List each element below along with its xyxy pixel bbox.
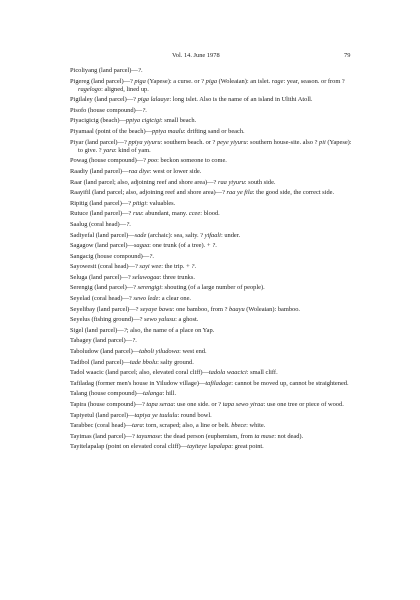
entry-gloss: pitigi bbox=[132, 199, 147, 207]
entry-text: Sigel (land parcel)— bbox=[70, 326, 124, 334]
place-name-entry bbox=[70, 306, 356, 314]
entry-text: : long islet. Also is the name of an island in Ulithi Atoll. bbox=[169, 96, 313, 104]
entry-text: Serengig (land parcel)—? bbox=[70, 284, 138, 292]
entry-text: Pisofo (house compound)— bbox=[70, 106, 143, 114]
entry-text: : hill. bbox=[162, 390, 177, 398]
entry-text: : the dead person (euphemism, from bbox=[160, 432, 255, 440]
entry-gloss: ? bbox=[149, 252, 153, 260]
entry-gloss: tadola waacici bbox=[208, 369, 247, 377]
place-name-entry bbox=[70, 168, 356, 176]
entry-text: . bbox=[145, 106, 147, 114]
place-name-entry bbox=[70, 422, 356, 430]
entry-gloss: ppiya maalu bbox=[152, 128, 184, 136]
place-name-entry bbox=[70, 253, 356, 261]
entry-text: Tapira (house compound)—? bbox=[70, 401, 147, 408]
entry-text: Seyelus (fishing ground)—? bbox=[70, 316, 145, 324]
entry-gloss: ppiya cigicigi bbox=[125, 117, 161, 125]
entry-gloss: taboli yiludowa bbox=[139, 348, 180, 356]
place-name-entry bbox=[70, 443, 356, 451]
entry-text: Talang (house compound)— bbox=[70, 390, 144, 398]
entry-text: Tadol waacic (land parcel; also, elevated coral cliff)— bbox=[70, 369, 209, 377]
entry-text: . bbox=[194, 263, 197, 271]
running-head: Vol. 14. June 1978 bbox=[172, 52, 220, 59]
entry-gloss: ? bbox=[137, 67, 141, 74]
entry-text: Seyelibay (land parcel)—? bbox=[70, 305, 141, 313]
entry-text: : the trip. + bbox=[161, 263, 192, 271]
entry-text: : a clear one. bbox=[158, 295, 192, 303]
place-name-entry bbox=[70, 232, 356, 240]
place-name-entry bbox=[70, 380, 356, 388]
entry-text: : small cliff. bbox=[246, 369, 278, 377]
entry-gloss: piga lalaaye bbox=[137, 96, 170, 104]
entry-text: (Yapese): a curse. or ? bbox=[145, 77, 206, 85]
entry-gloss: ? bbox=[191, 263, 195, 271]
entry-text: : drifting sand or beach. bbox=[183, 128, 245, 136]
entry-text: : salty ground. bbox=[157, 358, 194, 366]
entry-gloss: yifaali bbox=[204, 231, 221, 239]
place-name-entry bbox=[70, 316, 356, 324]
entry-text: ; also, the name of a place on Yap. bbox=[126, 326, 215, 334]
entry-gloss: raa yiyuru bbox=[217, 178, 245, 186]
entry-text: : small beach. bbox=[160, 117, 197, 125]
entry-text: : the good side, the correct side. bbox=[252, 189, 335, 197]
place-name-entry bbox=[70, 107, 356, 115]
place-name-entry bbox=[70, 337, 356, 345]
entry-text: . bbox=[215, 242, 217, 250]
entry-text: Pigilaley (land parcel)—? bbox=[70, 96, 138, 104]
entry-text: Ripitig (land parcel)—? bbox=[70, 199, 133, 207]
entry-gloss: rage bbox=[271, 77, 284, 85]
entry-text: Sagagow (land parcel)— bbox=[70, 242, 134, 250]
entry-text: Powag (house compound)—? bbox=[70, 157, 148, 165]
entry-gloss: sagaa bbox=[133, 242, 150, 250]
entry-gloss: pii bbox=[319, 138, 326, 146]
entry-gloss: ? bbox=[212, 242, 216, 250]
place-name-entry bbox=[70, 348, 356, 356]
place-name-entry bbox=[70, 157, 356, 165]
entry-gloss: sayi wee bbox=[139, 263, 162, 271]
entry-gloss: tayumase bbox=[136, 432, 161, 440]
entry-gloss: tayiteye lapalapa bbox=[187, 443, 232, 451]
entry-gloss: baayu bbox=[229, 305, 245, 313]
entry-text: : blood. bbox=[200, 210, 220, 218]
entry-text: (Woleaian): an islet. bbox=[217, 77, 272, 85]
entry-gloss: sewo yalusu bbox=[144, 316, 176, 324]
entry-text: Picoliyang (land parcel)— bbox=[70, 67, 138, 74]
entry-text: : round bowl. bbox=[177, 411, 212, 419]
entry-text: : torn, scraped; also, a line or belt. bbox=[142, 422, 232, 430]
entry-gloss: ccee bbox=[188, 210, 201, 218]
entry-text: : a ghost. bbox=[175, 316, 199, 324]
entry-text: : southern house-site. also ? bbox=[246, 138, 320, 146]
entry-text: Raadiy (land parcel)— bbox=[70, 167, 129, 175]
entry-gloss: ppiya yiyuru bbox=[128, 138, 161, 146]
entry-gloss: sade bbox=[134, 231, 147, 239]
entry-text: Tadibol (land parcel)— bbox=[70, 358, 130, 366]
entry-text: : west end. bbox=[179, 348, 207, 356]
place-name-entry bbox=[70, 412, 356, 420]
entry-text: : southern beach. or ? bbox=[160, 138, 217, 146]
entry-text: Seluga (land parcel)—? bbox=[70, 273, 133, 281]
entry-gloss: tapa sewo yiraa bbox=[222, 401, 264, 408]
place-name-entry bbox=[70, 210, 356, 218]
entry-text: Raayifil (land parcel; also, adjoining reef and shore area)—? bbox=[70, 189, 227, 197]
entry-text: Rutuce (land parcel)—? bbox=[70, 210, 133, 218]
entry-gloss: ta mase bbox=[254, 432, 275, 440]
entry-text: Piyamaal (point of the beach)— bbox=[70, 128, 152, 136]
place-name-entry bbox=[70, 263, 356, 271]
entry-text: : year, season. or from ? bbox=[283, 77, 345, 85]
entry-gloss: tapiya ye tuululu bbox=[134, 411, 178, 419]
entry-gloss: ragelogo bbox=[78, 85, 102, 93]
entry-text: Sayowesit (coral head)—? bbox=[70, 263, 140, 271]
entry-text: : not dead). bbox=[274, 432, 304, 440]
entry-text: : shouting (of a large number of people). bbox=[161, 284, 265, 292]
entry-gloss: ? bbox=[142, 106, 146, 114]
page-number: 79 bbox=[344, 52, 351, 59]
entry-gloss: piga bbox=[134, 77, 146, 85]
place-name-entry bbox=[70, 284, 356, 292]
entry-text: Taboludow (land parcel)— bbox=[70, 348, 140, 356]
entry-gloss: tara bbox=[132, 422, 143, 430]
entry-text: (Yapese): to give. ? bbox=[78, 138, 352, 154]
place-name-entry bbox=[70, 221, 356, 229]
entry-gloss: seyaye bawu bbox=[140, 305, 173, 313]
entry-gloss: tade bbolu bbox=[129, 358, 158, 366]
place-name-entry bbox=[70, 359, 356, 367]
place-name-entry bbox=[70, 295, 356, 303]
place-name-entry bbox=[70, 369, 356, 377]
entry-text: Raar (land parcel; also, adjoining reef and shore area)—? bbox=[70, 178, 218, 186]
entry-text: : white. bbox=[246, 422, 266, 430]
entry-gloss: sewo lede bbox=[133, 295, 159, 303]
gazetteer-entries bbox=[70, 67, 356, 454]
entry-gloss: yara bbox=[103, 146, 115, 154]
place-name-entry bbox=[70, 401, 356, 409]
entry-text: : three trunks. bbox=[159, 273, 195, 281]
entry-gloss: ? bbox=[132, 337, 136, 345]
entry-text: Tafiladag (former men's house in Yiludow village)— bbox=[70, 379, 206, 387]
entry-gloss: tafiladage bbox=[205, 379, 232, 387]
entry-gloss: ruu bbox=[133, 210, 142, 218]
entry-text: . bbox=[129, 220, 131, 228]
entry-text: Sadiyefal (land parcel)— bbox=[70, 231, 135, 239]
entry-text: Tayimas (land parcel)—? bbox=[70, 432, 137, 440]
entry-text: : aligned, lined up. bbox=[101, 85, 149, 93]
entry-gloss: ? bbox=[123, 326, 127, 334]
entry-text: Tapiyetul (land parcel)— bbox=[70, 411, 135, 419]
place-name-entry bbox=[70, 139, 356, 155]
entry-text: Seyelad (coral head)—? bbox=[70, 295, 134, 303]
entry-text: : west or lower side. bbox=[149, 167, 202, 175]
place-name-entry bbox=[70, 96, 356, 104]
entry-text: Piyar (land parcel)—? bbox=[70, 138, 129, 146]
entry-text: : valuables. bbox=[146, 199, 176, 207]
entry-gloss: poo bbox=[147, 157, 158, 165]
entry-text: : beckon someone to come. bbox=[157, 157, 227, 165]
entry-text: : one trunk (of a tree). + bbox=[149, 242, 213, 250]
entry-text: : cannot be moved up, cannot be straightened. bbox=[231, 379, 349, 387]
entry-gloss: ? bbox=[126, 220, 130, 228]
entry-gloss: bbece bbox=[231, 422, 247, 430]
place-name-entry bbox=[70, 274, 356, 282]
entry-text: Sangacig (house compound)— bbox=[70, 252, 150, 260]
entry-text: Tayitelapalap (point on elevated coral cliff)— bbox=[70, 443, 188, 451]
entry-text: : kind of yam. bbox=[114, 146, 151, 154]
entry-gloss: peye yiyuru bbox=[216, 138, 247, 146]
entry-text: : use one side. or ? bbox=[173, 401, 223, 408]
entry-gloss: tapa seraa bbox=[146, 401, 174, 408]
place-name-entry bbox=[70, 433, 356, 441]
entry-text: Piyacigicig (beach)— bbox=[70, 117, 126, 125]
place-name-entry bbox=[70, 189, 356, 197]
place-name-entry bbox=[70, 242, 356, 250]
entry-text: Saalug (coral head)— bbox=[70, 220, 127, 228]
entry-text: : south side. bbox=[244, 178, 276, 186]
place-name-entry bbox=[70, 117, 356, 125]
place-name-entry bbox=[70, 78, 356, 94]
entry-text: . bbox=[135, 337, 137, 345]
entry-text: Tabagey (land parcel)— bbox=[70, 337, 133, 345]
entry-text: Tarabbec (coral head)— bbox=[70, 422, 132, 430]
entry-gloss: seluwogaa bbox=[132, 273, 160, 281]
entry-text: (archaic): sea, salty. ? bbox=[146, 231, 205, 239]
entry-text: : one bamboo, from ? bbox=[172, 305, 230, 313]
place-name-entry bbox=[70, 128, 356, 136]
entry-text: : great point. bbox=[231, 443, 264, 451]
entry-gloss: raa ye fila bbox=[226, 189, 253, 197]
entry-gloss: serengigi bbox=[137, 284, 162, 292]
entry-gloss: piga bbox=[205, 77, 218, 85]
place-name-entry bbox=[70, 67, 356, 75]
place-name-entry bbox=[70, 200, 356, 208]
place-name-entry bbox=[70, 390, 356, 398]
entry-gloss: talanga bbox=[143, 390, 163, 398]
entry-text: . bbox=[152, 252, 154, 260]
entry-text: Pigereg (land parcel)—? bbox=[70, 77, 135, 85]
place-name-entry bbox=[70, 179, 356, 187]
entry-gloss: raa diye bbox=[128, 167, 150, 175]
entry-text: (Woleaian): bamboo. bbox=[244, 305, 301, 313]
entry-text: : under. bbox=[220, 231, 241, 239]
entry-text: : use one tree or piece of wood. bbox=[263, 401, 344, 408]
entry-text: . bbox=[141, 67, 143, 74]
entry-text: : abundant, many. bbox=[141, 210, 189, 218]
place-name-entry bbox=[70, 327, 356, 335]
